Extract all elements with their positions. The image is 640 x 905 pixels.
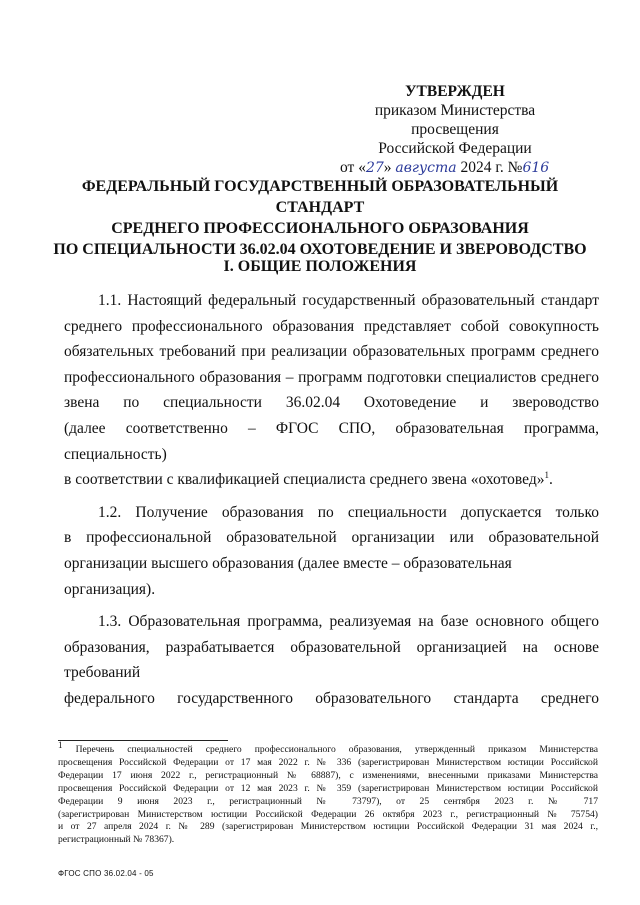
text-line: образования, разрабатывается образовательной организацией на основе требований [64, 638, 599, 682]
footnote-text: Перечень специальностей среднего профессионального образования, утвержденный приказом Министерства [75, 744, 598, 755]
footnote-line: Федерации 9 июня 2023 г., регистрационный № 73797), от 25 сентября 2023 г. № 717 [58, 795, 598, 807]
page-footer: ФГОС СПО 36.02.04 - 05 [58, 869, 154, 878]
approval-line-1: приказом Министерства просвещения [374, 102, 536, 138]
title-line-2: СРЕДНЕГО ПРОФЕССИОНАЛЬНОГО ОБРАЗОВАНИЯ [111, 220, 529, 237]
footnote-line: регистрационный № 78367). [58, 834, 175, 846]
handwritten-number: 616 [522, 160, 550, 176]
date-mid: » [383, 159, 392, 176]
title-line-3: ПО СПЕЦИАЛЬНОСТИ 36.02.04 ОХОТОВЕДЕНИЕ И ЗВЕРОВОДСТВО [53, 241, 587, 258]
text-line: звена по специальности 36.02.04 Охотоведение и звероводство [64, 394, 599, 412]
footnote-marker: 1 [58, 739, 63, 750]
text-line: 1.3. Образовательная программа, реализуемая на базе основного общего [98, 613, 599, 631]
footnote-line: Федерации 17 июня 2022 г., регистрационный № 68887), с изменениями, внесенными приказами Министерства [58, 769, 598, 781]
handwritten-day: 27 [365, 160, 384, 176]
approval-stamp [330, 82, 580, 178]
footnote [58, 739, 598, 847]
footnote-line [58, 739, 598, 757]
handwritten-month: августа [395, 160, 457, 176]
text-end: . [548, 471, 553, 489]
text-line: профессионального образования – программ подготовки специалистов среднего [64, 368, 599, 386]
text-line: в соответствии с квалификацией специалиста среднего звена «охотовед» [64, 471, 545, 489]
document-title [40, 176, 600, 260]
text-line: среднего профессионального образования представляет собой совокупность [64, 317, 599, 335]
year-text: 2024 г. № [460, 159, 523, 176]
paragraph-1-3 [64, 609, 599, 711]
footnote-divider [58, 740, 228, 741]
text-line: организации высшего образования (далее вместе – образовательная организация). [64, 554, 512, 598]
footnote-line: и от 27 апреля 2024 г. № 289 (зарегистрирован Министерством юстиции Российской Федерации 31 мая 2024 г., [58, 821, 598, 833]
approval-line-2: Российской Федерации [378, 140, 532, 157]
text-line: федерального государственного образовательного стандарта среднего [64, 689, 599, 707]
paragraph-1-2 [64, 500, 599, 602]
document-body [64, 288, 599, 712]
text-line: обязательных требований при реализации образовательных программ среднего [64, 343, 599, 361]
footnote-ref[interactable]: 1 [544, 470, 549, 480]
date-prefix: от « [340, 159, 366, 176]
text-line-last [64, 467, 599, 493]
paragraph-1-1 [64, 288, 599, 493]
footnote-line: (зарегистрирован Министерством юстиции Российской Федерации 26 октября 2023 г., регистрационный № 75754) [58, 808, 598, 820]
title-line-1: ФЕДЕРАЛЬНЫЙ ГОСУДАРСТВЕННЫЙ ОБРАЗОВАТЕЛЬНЫЙ СТАНДАРТ [81, 178, 559, 216]
footnote-line: просвещения Российской Федерации от 12 мая 2023 г. № 359 (зарегистрирован Министерством юстиции Российской [58, 782, 598, 794]
section-heading: I. ОБЩИЕ ПОЛОЖЕНИЯ [223, 258, 417, 275]
text-line: (далее соответственно – ФГОС СПО, образовательная программа, специальность) [64, 419, 599, 463]
approved-heading: УТВЕРЖДЕН [405, 83, 505, 100]
text-line: 1.2. Получение образования по специальности допускается только [98, 503, 599, 521]
text-line: в профессиональной образовательной организации или образовательной [64, 529, 599, 547]
approval-date-line [330, 158, 580, 178]
footnote-line: просвещения Российской Федерации от 17 мая 2022 г. № 336 (зарегистрирован Министерством юстиции Российской [58, 756, 598, 768]
text-line: 1.1. Настоящий федеральный государственный образовательный стандарт [98, 292, 599, 309]
